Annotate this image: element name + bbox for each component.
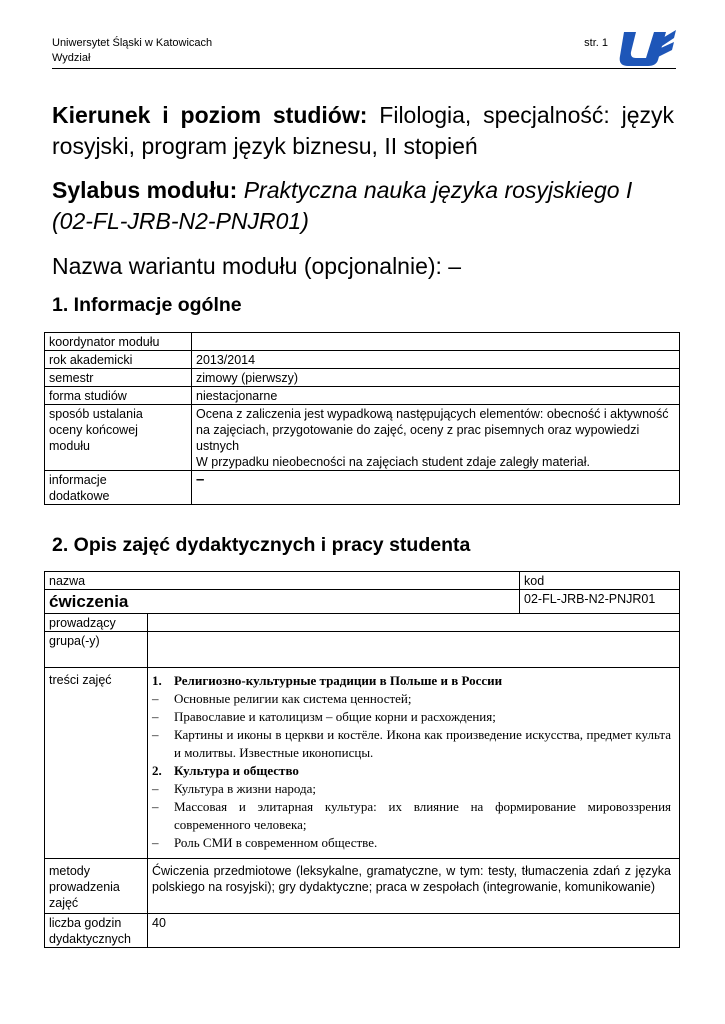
- name-label: nazwa: [45, 572, 520, 590]
- dash-icon: –: [152, 727, 159, 742]
- university-logo-icon: [616, 28, 676, 68]
- header-left: [52, 36, 212, 66]
- table-row: [45, 914, 680, 948]
- table-row: [45, 590, 680, 614]
- dash-icon: –: [152, 781, 159, 796]
- content-value: [148, 668, 680, 859]
- variant-title: Nazwa wariantu modułu (opcjonalnie): –: [52, 253, 462, 279]
- topic-1: 1. Религиозно-культурные традиции в Польше и в России: [152, 673, 503, 688]
- table-row: [45, 387, 680, 405]
- page-header: [52, 34, 676, 69]
- code-label: kod: [520, 572, 680, 590]
- instructor-value: [148, 614, 680, 632]
- list-item: – Основные религии как система ценностей;: [152, 691, 412, 706]
- list-item: – Роль СМИ в современном обществе.: [152, 835, 378, 850]
- dash-icon: –: [152, 691, 159, 706]
- list-item: – Картины и иконы в церкви и костёле. Икона как произведение искусства, предмет культа и молитвы. Известные иконописцы.: [152, 727, 671, 760]
- table-row: [45, 668, 680, 859]
- section-1-heading: 1. Informacje ogólne: [52, 294, 242, 316]
- list-item: – Православие и католицизм – общие корни и расхождения;: [152, 709, 496, 724]
- course-description-table: [44, 571, 680, 948]
- table-row: [45, 572, 680, 590]
- general-info-table: [44, 332, 680, 505]
- table-row: [45, 859, 680, 914]
- instructor-label: prowadzący: [45, 614, 148, 632]
- group-label: grupa(-y): [45, 632, 148, 668]
- list-item: – Культура в жизни народа;: [152, 781, 317, 796]
- hours-label: liczba godzin dydaktycznych: [45, 914, 148, 948]
- faculty-name: Wydział: [52, 52, 91, 64]
- dash-icon: –: [152, 799, 159, 814]
- table-row: [45, 614, 680, 632]
- topic-2: 2. Культура и общество: [152, 763, 299, 778]
- row-label: informacje dodatkowe: [45, 471, 192, 505]
- table-row: [45, 632, 680, 668]
- code-value: 02-FL-JRB-N2-PNJR01: [520, 590, 680, 614]
- content-label: treści zajęć: [45, 668, 148, 859]
- module-value: Praktyczna nauka języka rosyjskiego I (02-FL-JRB-N2-PNJR01): [52, 177, 633, 234]
- section-2-heading: 2. Opis zajęć dydaktycznych i pracy studenta: [52, 534, 471, 556]
- page-number: str. 1: [584, 37, 608, 49]
- grading-text: Ocena z zaliczenia jest wypadkową następujących elementów: obecność i aktywność na zajęciach, przygotowanie do zajęć, oceny z prac pisemnych oraz wypowiedzi ustnych: [196, 407, 669, 453]
- absence-text: W przypadku nieobecności na zajęciach student zdaje zaległy materiał.: [196, 455, 590, 469]
- table-row: [45, 351, 680, 369]
- list-item: – Массовая и элитарная культура: их влияние на формирование мировоззрения современного человека;: [152, 799, 671, 832]
- name-value: ćwiczenia: [45, 590, 520, 614]
- module-title: [52, 175, 674, 237]
- methods-label: metody prowadzenia zajęć: [45, 859, 148, 914]
- row-value: [192, 333, 680, 351]
- row-label: semestr: [45, 369, 192, 387]
- module-label: Sylabus modułu:: [52, 177, 238, 203]
- group-value: [148, 632, 680, 668]
- row-label: rok akademicki: [45, 351, 192, 369]
- row-value: 2013/2014: [192, 351, 680, 369]
- field-of-study-title: [52, 100, 674, 162]
- table-row: [45, 405, 680, 471]
- field-value: Filologia, specjalność: język rosyjski, program język biznesu, II stopień: [52, 102, 675, 159]
- table-row: [45, 333, 680, 351]
- methods-value: Ćwiczenia przedmiotowe (leksykalne, gramatyczne, w tym: testy, tłumaczenia zdań z języka polskiego na rosyjski); gry dydaktyczne; praca w zespołach (integrowanie, komunikowanie): [148, 859, 680, 914]
- table-row: [45, 471, 680, 505]
- row-value: niestacjonarne: [192, 387, 680, 405]
- row-label: forma studiów: [45, 387, 192, 405]
- row-value: zimowy (pierwszy): [192, 369, 680, 387]
- row-value: –: [192, 471, 680, 505]
- table-row: [45, 369, 680, 387]
- university-name: Uniwersytet Śląski w Katowicach: [52, 37, 213, 49]
- row-value: [192, 405, 680, 471]
- dash-icon: –: [152, 709, 159, 724]
- field-label: Kierunek i poziom studiów:: [52, 102, 368, 128]
- row-label: sposób ustalania oceny końcowej modułu: [45, 405, 192, 471]
- row-label: koordynator modułu: [45, 333, 192, 351]
- hours-value: 40: [148, 914, 680, 948]
- dash-icon: –: [152, 835, 159, 850]
